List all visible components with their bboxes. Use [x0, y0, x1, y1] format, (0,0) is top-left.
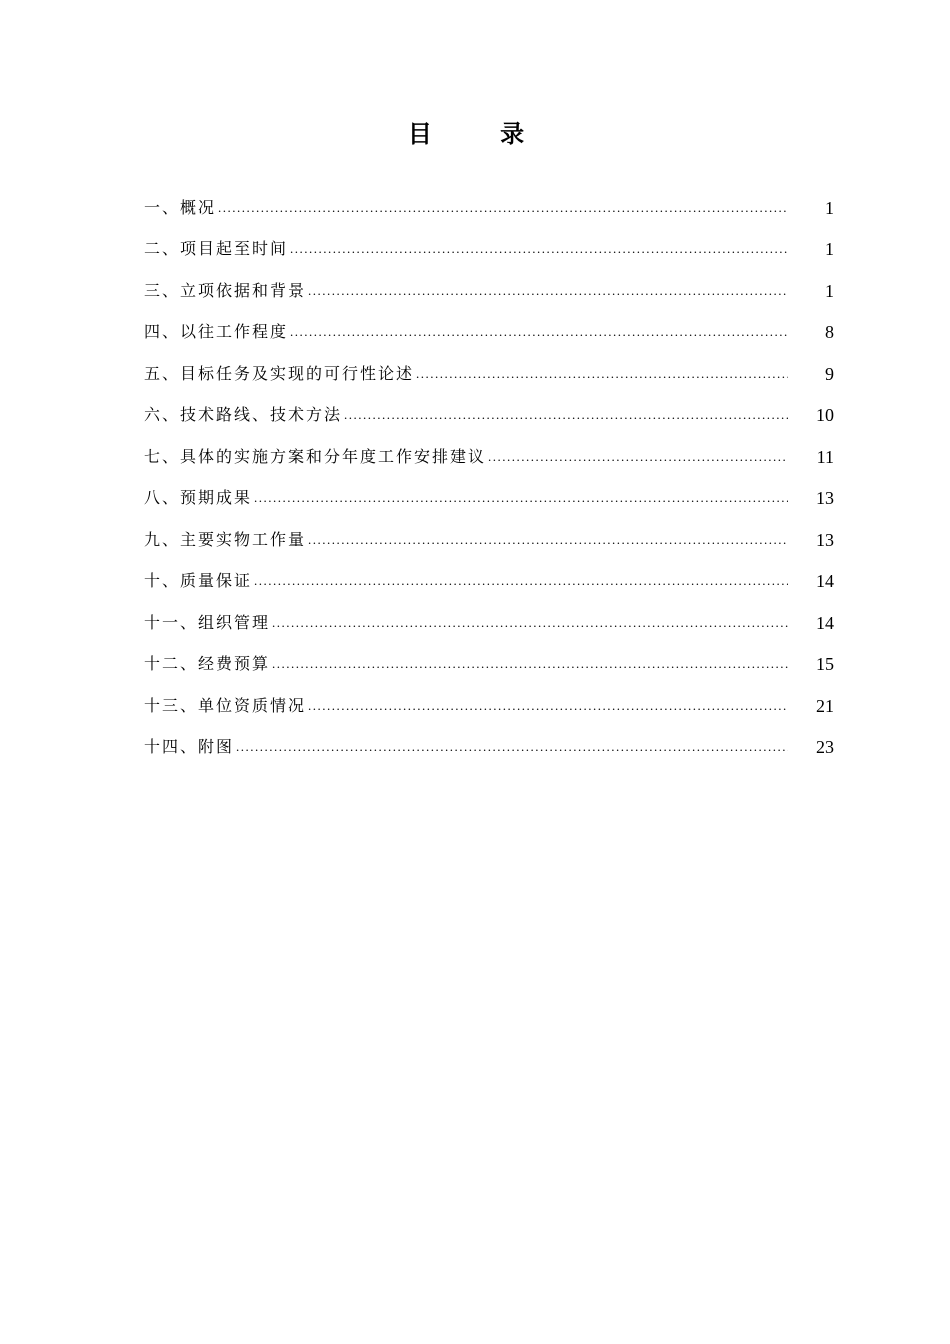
toc-entry-label: 四、以往工作程度 — [144, 322, 289, 341]
toc-dot-leader — [290, 235, 788, 263]
toc-entry-page: 21 — [816, 695, 834, 716]
toc-entry[interactable] — [144, 429, 834, 471]
toc-entry-label: 十一、组织管理 — [144, 612, 271, 632]
toc-entry[interactable] — [144, 554, 834, 596]
toc-entry[interactable] — [144, 263, 834, 305]
toc-entry-page: 1 — [825, 239, 834, 259]
toc-entry[interactable] — [144, 720, 834, 762]
toc-entry-page: 8 — [825, 322, 834, 342]
toc-entry-label: 五、目标任务及实现的可行性论述 — [144, 363, 415, 383]
toc-dot-leader — [344, 401, 788, 429]
toc-entry-label: 三、立项依据和背景 — [144, 280, 307, 300]
toc-entry[interactable] — [144, 471, 834, 513]
toc-list — [144, 180, 834, 761]
toc-entry-page: 10 — [816, 405, 834, 425]
toc-entry-page: 1 — [825, 197, 834, 218]
toc-dot-leader — [290, 318, 788, 346]
toc-entry[interactable] — [144, 180, 834, 222]
toc-entry-label: 九、主要实物工作量 — [144, 529, 307, 549]
toc-dot-leader — [308, 277, 788, 305]
toc-dot-leader — [236, 733, 788, 761]
toc-dot-leader — [416, 360, 788, 388]
toc-dot-leader — [254, 484, 788, 512]
toc-entry-label: 十四、附图 — [144, 737, 235, 756]
toc-entry[interactable] — [144, 637, 834, 679]
toc-entry[interactable] — [144, 678, 834, 720]
toc-dot-leader — [488, 443, 788, 471]
toc-entry-page: 13 — [816, 488, 834, 508]
toc-entry-label: 十二、经费预算 — [144, 654, 271, 673]
toc-entry-label: 十三、单位资质情况 — [144, 695, 307, 715]
toc-entry-page: 15 — [816, 654, 834, 674]
toc-entry-page: 14 — [816, 612, 834, 633]
toc-dot-leader — [254, 567, 788, 595]
toc-entry-label: 十、质量保证 — [144, 571, 253, 590]
toc-entry[interactable] — [144, 305, 834, 347]
toc-entry[interactable] — [144, 346, 834, 388]
toc-entry-label: 六、技术路线、技术方法 — [144, 405, 343, 424]
toc-entry-label: 二、项目起至时间 — [144, 239, 289, 258]
toc-dot-leader — [308, 692, 788, 720]
toc-entry-label: 一、概况 — [144, 197, 217, 217]
toc-entry-page: 1 — [825, 280, 834, 301]
toc-entry-page: 13 — [816, 529, 834, 550]
toc-entry[interactable] — [144, 512, 834, 554]
toc-entry-page: 23 — [816, 737, 834, 757]
toc-entry[interactable] — [144, 222, 834, 264]
toc-entry[interactable] — [144, 595, 834, 637]
toc-entry-label: 八、预期成果 — [144, 488, 253, 507]
toc-dot-leader — [218, 194, 788, 222]
toc-dot-leader — [272, 609, 788, 637]
toc-dot-leader — [308, 526, 788, 554]
toc-dot-leader — [272, 650, 788, 678]
toc-entry-label: 七、具体的实施方案和分年度工作安排建议 — [144, 446, 487, 466]
toc-title: 目 录 — [407, 119, 555, 148]
toc-entry[interactable] — [144, 388, 834, 430]
toc-entry-page: 14 — [816, 571, 834, 591]
toc-entry-page: 11 — [816, 446, 834, 467]
toc-entry-page: 9 — [825, 363, 834, 384]
